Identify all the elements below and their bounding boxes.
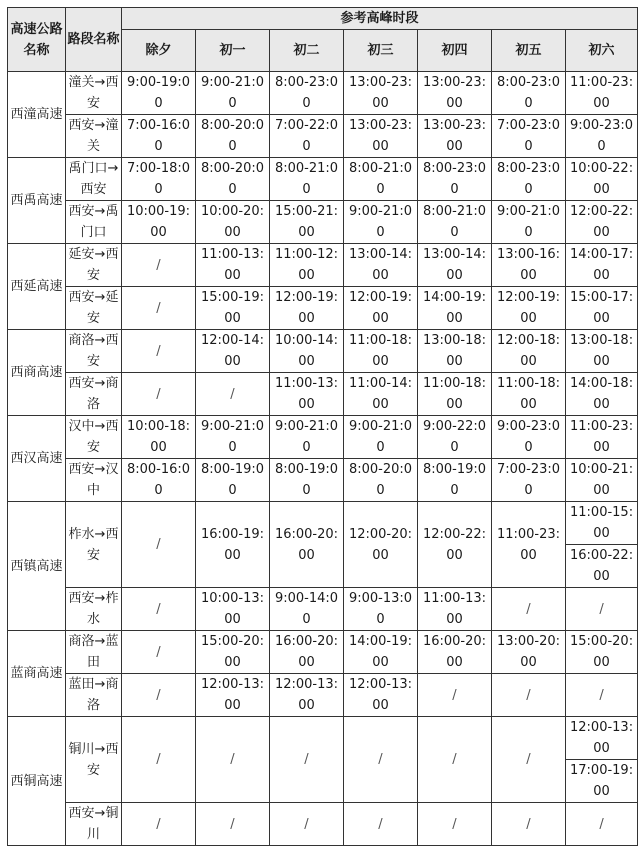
time-cell: 9:00-21:00 — [344, 416, 418, 459]
segment-name: 西安→延安 — [66, 287, 122, 330]
no-peak-cell: / — [122, 373, 196, 416]
table-row — [8, 459, 638, 502]
time-cell: 8:00-19:00 — [270, 459, 344, 502]
time-cell: 14:00-19:00 — [418, 287, 492, 330]
highway-name: 西禹高速 — [8, 158, 66, 244]
table-row — [8, 158, 638, 201]
time-cell: 8:00-21:00 — [270, 158, 344, 201]
time-cell: 11:00-15:00 — [566, 502, 638, 545]
highway-name: 西镇高速 — [8, 502, 66, 631]
time-cell: 11:00-18:00 — [344, 330, 418, 373]
time-cell: 8:00-19:00 — [418, 459, 492, 502]
table-row — [8, 373, 638, 416]
time-cell: 9:00-22:00 — [418, 416, 492, 459]
segment-name: 商洛→西安 — [66, 330, 122, 373]
no-peak-cell: / — [122, 674, 196, 717]
time-cell: 12:00-19:00 — [270, 287, 344, 330]
time-cell: 12:00-13:00 — [344, 674, 418, 717]
time-cell: 9:00-19:00 — [122, 72, 196, 115]
time-cell: 12:00-22:00 — [566, 201, 638, 244]
no-peak-cell: / — [270, 803, 344, 846]
time-cell: 15:00-20:00 — [196, 631, 270, 674]
time-cell: 9:00-21:00 — [344, 201, 418, 244]
time-cell: 7:00-23:00 — [492, 459, 566, 502]
time-cell: 12:00-13:00 — [566, 717, 638, 760]
time-cell: 16:00-20:00 — [270, 502, 344, 588]
time-cell: 13:00-18:00 — [566, 330, 638, 373]
segment-name: 西安→柞水 — [66, 588, 122, 631]
no-peak-cell: / — [418, 803, 492, 846]
time-cell: 8:00-20:00 — [196, 115, 270, 158]
segment-name: 铜川→西安 — [66, 717, 122, 803]
segment-name: 西安→商洛 — [66, 373, 122, 416]
time-cell: 13:00-23:00 — [418, 72, 492, 115]
no-peak-cell: / — [344, 717, 418, 803]
header-peak-period: 参考高峰时段 — [122, 8, 638, 30]
time-cell: 11:00-18:00 — [492, 373, 566, 416]
time-cell: 16:00-19:00 — [196, 502, 270, 588]
time-cell: 11:00-13:00 — [418, 588, 492, 631]
time-cell: 9:00-14:00 — [270, 588, 344, 631]
segment-name: 蓝田→商洛 — [66, 674, 122, 717]
time-cell: 12:00-14:00 — [196, 330, 270, 373]
table-row — [8, 115, 638, 158]
time-cell: 10:00-19:00 — [122, 201, 196, 244]
time-cell: 13:00-23:00 — [418, 115, 492, 158]
time-cell: 15:00-17:00 — [566, 287, 638, 330]
table-row — [8, 674, 638, 717]
time-cell: 9:00-23:00 — [566, 115, 638, 158]
time-cell: 12:00-19:00 — [492, 287, 566, 330]
no-peak-cell: / — [196, 803, 270, 846]
time-cell: 12:00-13:00 — [270, 674, 344, 717]
time-cell: 8:00-20:00 — [344, 459, 418, 502]
no-peak-cell: / — [566, 674, 638, 717]
time-cell: 11:00-23:00 — [492, 502, 566, 588]
segment-name: 汉中→西安 — [66, 416, 122, 459]
time-cell: 16:00-20:00 — [270, 631, 344, 674]
header-day: 初三 — [344, 30, 418, 72]
table-row — [8, 244, 638, 287]
header-day: 除夕 — [122, 30, 196, 72]
time-cell: 13:00-18:00 — [418, 330, 492, 373]
table-row — [8, 72, 638, 115]
time-cell: 11:00-18:00 — [418, 373, 492, 416]
time-cell: 12:00-13:00 — [196, 674, 270, 717]
time-cell: 11:00-13:00 — [270, 373, 344, 416]
no-peak-cell: / — [492, 717, 566, 803]
time-cell: 10:00-21:00 — [566, 459, 638, 502]
no-peak-cell: / — [566, 803, 638, 846]
segment-name: 商洛→蓝田 — [66, 631, 122, 674]
time-cell: 13:00-23:00 — [344, 115, 418, 158]
header-day: 初六 — [566, 30, 638, 72]
time-cell: 11:00-12:00 — [270, 244, 344, 287]
no-peak-cell: / — [418, 674, 492, 717]
header-segment-name: 路段名称 — [66, 8, 122, 72]
time-cell: 9:00-21:00 — [492, 201, 566, 244]
highway-name: 西潼高速 — [8, 72, 66, 158]
time-cell: 9:00-13:00 — [344, 588, 418, 631]
no-peak-cell: / — [122, 287, 196, 330]
no-peak-cell: / — [492, 674, 566, 717]
time-cell: 8:00-23:00 — [418, 158, 492, 201]
table-row — [8, 416, 638, 459]
no-peak-cell: / — [566, 588, 638, 631]
time-cell: 7:00-18:00 — [122, 158, 196, 201]
time-cell: 14:00-19:00 — [344, 631, 418, 674]
time-cell: 17:00-19:00 — [566, 760, 638, 803]
header-day: 初一 — [196, 30, 270, 72]
time-cell: 8:00-20:00 — [196, 158, 270, 201]
no-peak-cell: / — [492, 803, 566, 846]
time-cell: 14:00-17:00 — [566, 244, 638, 287]
segment-name: 延安→西安 — [66, 244, 122, 287]
no-peak-cell: / — [418, 717, 492, 803]
time-cell: 11:00-23:00 — [566, 72, 638, 115]
table-row — [8, 330, 638, 373]
no-peak-cell: / — [270, 717, 344, 803]
table-row — [8, 803, 638, 846]
no-peak-cell: / — [196, 717, 270, 803]
no-peak-cell: / — [122, 588, 196, 631]
time-cell: 13:00-23:00 — [344, 72, 418, 115]
segment-name: 西安→禹门口 — [66, 201, 122, 244]
time-cell: 9:00-21:00 — [270, 416, 344, 459]
table-row — [8, 588, 638, 631]
time-cell: 11:00-14:00 — [344, 373, 418, 416]
time-cell: 8:00-19:00 — [196, 459, 270, 502]
time-cell: 9:00-23:00 — [492, 416, 566, 459]
highway-name: 西商高速 — [8, 330, 66, 416]
time-cell: 8:00-21:00 — [344, 158, 418, 201]
header-day: 初二 — [270, 30, 344, 72]
peak-hours-table — [7, 7, 638, 846]
table-row — [8, 201, 638, 244]
time-cell: 12:00-19:00 — [344, 287, 418, 330]
no-peak-cell: / — [122, 803, 196, 846]
time-cell: 10:00-18:00 — [122, 416, 196, 459]
time-cell: 12:00-18:00 — [492, 330, 566, 373]
no-peak-cell: / — [492, 588, 566, 631]
segment-name: 柞水→西安 — [66, 502, 122, 588]
segment-name: 西安→汉中 — [66, 459, 122, 502]
time-cell: 7:00-23:00 — [492, 115, 566, 158]
time-cell: 13:00-14:00 — [418, 244, 492, 287]
time-cell: 7:00-16:00 — [122, 115, 196, 158]
time-cell: 10:00-20:00 — [196, 201, 270, 244]
time-cell: 11:00-23:00 — [566, 416, 638, 459]
time-cell: 15:00-21:00 — [270, 201, 344, 244]
time-cell: 12:00-20:00 — [344, 502, 418, 588]
time-cell: 16:00-22:00 — [566, 545, 638, 588]
no-peak-cell: / — [122, 502, 196, 588]
time-cell: 10:00-22:00 — [566, 158, 638, 201]
segment-name: 禹门口→西安 — [66, 158, 122, 201]
time-cell: 15:00-20:00 — [566, 631, 638, 674]
segment-name: 西安→潼关 — [66, 115, 122, 158]
highway-name: 蓝商高速 — [8, 631, 66, 717]
table-row — [8, 717, 638, 760]
time-cell: 13:00-14:00 — [344, 244, 418, 287]
no-peak-cell: / — [122, 244, 196, 287]
time-cell: 11:00-13:00 — [196, 244, 270, 287]
time-cell: 15:00-19:00 — [196, 287, 270, 330]
highway-name: 西铜高速 — [8, 717, 66, 846]
time-cell: 8:00-23:00 — [492, 158, 566, 201]
time-cell: 13:00-20:00 — [492, 631, 566, 674]
table-row — [8, 287, 638, 330]
time-cell: 9:00-21:00 — [196, 416, 270, 459]
table-row — [8, 631, 638, 674]
header-day: 初四 — [418, 30, 492, 72]
table-row — [8, 502, 638, 545]
time-cell: 8:00-21:00 — [418, 201, 492, 244]
no-peak-cell: / — [196, 373, 270, 416]
highway-name: 西汉高速 — [8, 416, 66, 502]
segment-name: 西安→铜川 — [66, 803, 122, 846]
header-highway-name: 高速公路名称 — [8, 8, 66, 72]
no-peak-cell: / — [344, 803, 418, 846]
segment-name: 潼关→西安 — [66, 72, 122, 115]
header-row-top — [8, 8, 638, 30]
time-cell: 16:00-20:00 — [418, 631, 492, 674]
time-cell: 14:00-18:00 — [566, 373, 638, 416]
table-body — [8, 72, 638, 846]
highway-name: 西延高速 — [8, 244, 66, 330]
no-peak-cell: / — [122, 330, 196, 373]
time-cell: 8:00-23:00 — [492, 72, 566, 115]
time-cell: 7:00-22:00 — [270, 115, 344, 158]
time-cell: 12:00-22:00 — [418, 502, 492, 588]
time-cell: 8:00-23:00 — [270, 72, 344, 115]
no-peak-cell: / — [122, 631, 196, 674]
time-cell: 13:00-16:00 — [492, 244, 566, 287]
time-cell: 10:00-14:00 — [270, 330, 344, 373]
no-peak-cell: / — [122, 717, 196, 803]
header-day: 初五 — [492, 30, 566, 72]
time-cell: 9:00-21:00 — [196, 72, 270, 115]
time-cell: 8:00-16:00 — [122, 459, 196, 502]
time-cell: 10:00-13:00 — [196, 588, 270, 631]
